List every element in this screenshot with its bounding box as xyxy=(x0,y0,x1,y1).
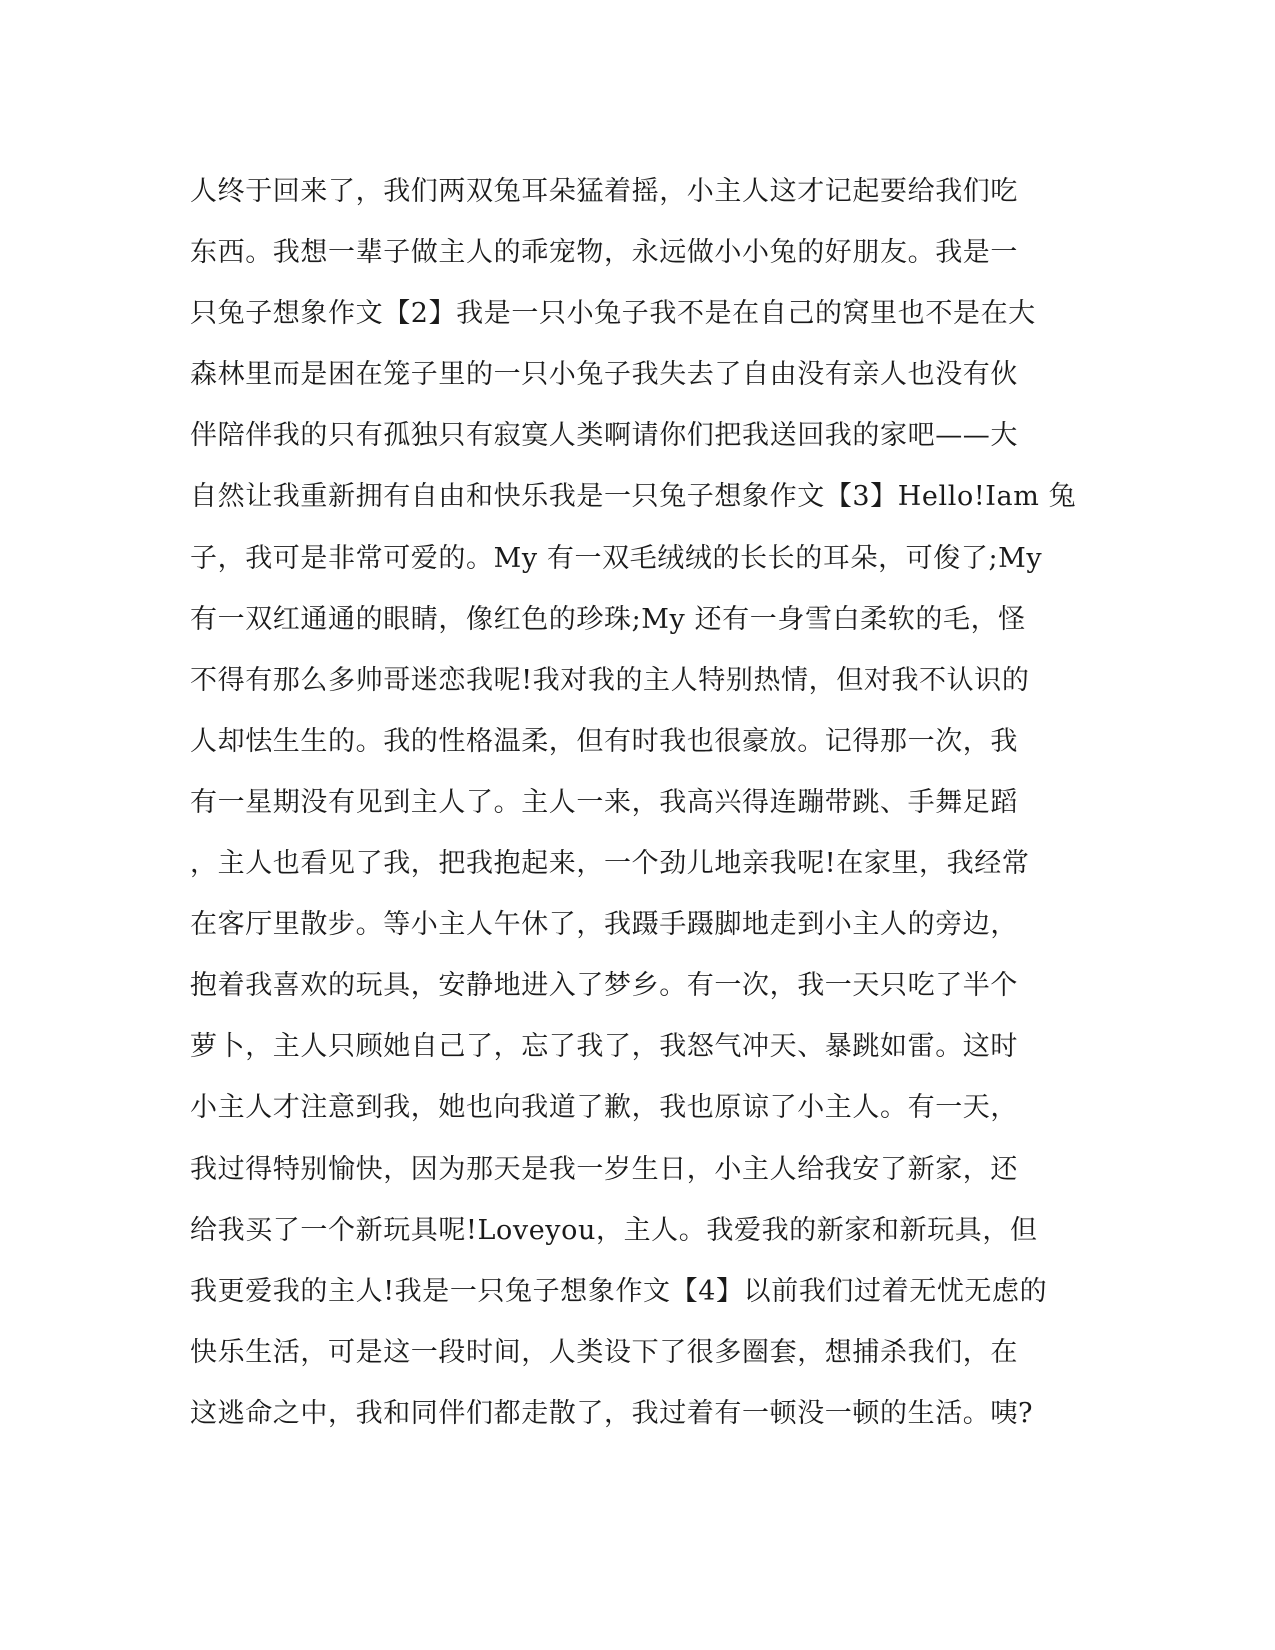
text-line-15: 萝卜，主人只顾她自己了，忘了我了，我怒气冲天、暴跳如雷。这时 xyxy=(190,1031,1018,1063)
text-line-6: 自然让我重新拥有自由和快乐我是一只兔子想象作文【3】Hello!Iam 兔 xyxy=(190,481,1077,513)
body-text xyxy=(190,161,1090,1444)
text-line-21: 这逃命之中，我和同伴们都走散了，我过着有一顿没一顿的生活。咦? xyxy=(190,1397,1034,1429)
text-line-1: 人终于回来了，我们两双兔耳朵猛着摇，小主人这才记起要给我们吃 xyxy=(190,176,1018,207)
text-line-4: 森林里而是困在笼子里的一只小兔子我失去了自由没有亲人也没有伙 xyxy=(190,359,1018,391)
text-line-14: 抱着我喜欢的玩具，安静地进入了梦乡。有一次，我一天只吃了半个 xyxy=(190,970,1018,1002)
text-line-7: 子，我可是非常可爱的。My 有一双毛绒绒的长长的耳朵，可俊了;My xyxy=(190,542,1043,574)
text-line-13: 在客厅里散步。等小主人午休了，我蹑手蹑脚地走到小主人的旁边， xyxy=(190,909,1018,941)
text-line-8: 有一双红通通的眼睛，像红色的珍珠;My 还有一身雪白柔软的毛，怪 xyxy=(190,603,1026,635)
text-line-11: 有一星期没有见到主人了。主人一来，我高兴得连蹦带跳、手舞足蹈 xyxy=(190,786,1018,818)
text-line-17: 我过得特别愉快，因为那天是我一岁生日，小主人给我安了新家，还 xyxy=(190,1153,1018,1185)
text-line-12: ，主人也看见了我，把我抱起来，一个劲儿地亲我呢!在家里，我经常 xyxy=(190,848,1030,880)
text-line-5: 伴陪伴我的只有孤独只有寂寞人类啊请你们把我送回我的家吧——大 xyxy=(190,420,1018,452)
text-line-3: 只兔子想象作文【2】我是一只小兔子我不是在自己的窝里也不是在大 xyxy=(190,298,1036,330)
text-line-2: 东西。我想一辈子做主人的乖宠物，永远做小小兔的好朋友。我是一 xyxy=(190,237,1018,269)
text-line-10: 人却怯生生的。我的性格温柔，但有时我也很豪放。记得那一次，我 xyxy=(190,725,1018,757)
text-line-9: 不得有那么多帅哥迷恋我呢!我对我的主人特别热情，但对我不认识的 xyxy=(190,664,1030,696)
text-line-16: 小主人才注意到我，她也向我道了歉，我也原谅了小主人。有一天， xyxy=(190,1092,1018,1124)
text-line-18: 给我买了一个新玩具呢!Loveyou，主人。我爱我的新家和新玩具，但 xyxy=(190,1214,1038,1246)
text-line-19: 我更爱我的主人!我是一只兔子想象作文【4】以前我们过着无忧无虑的 xyxy=(190,1275,1048,1307)
text-line-20: 快乐生活，可是这一段时间，人类设下了很多圈套，想捕杀我们，在 xyxy=(190,1336,1018,1368)
